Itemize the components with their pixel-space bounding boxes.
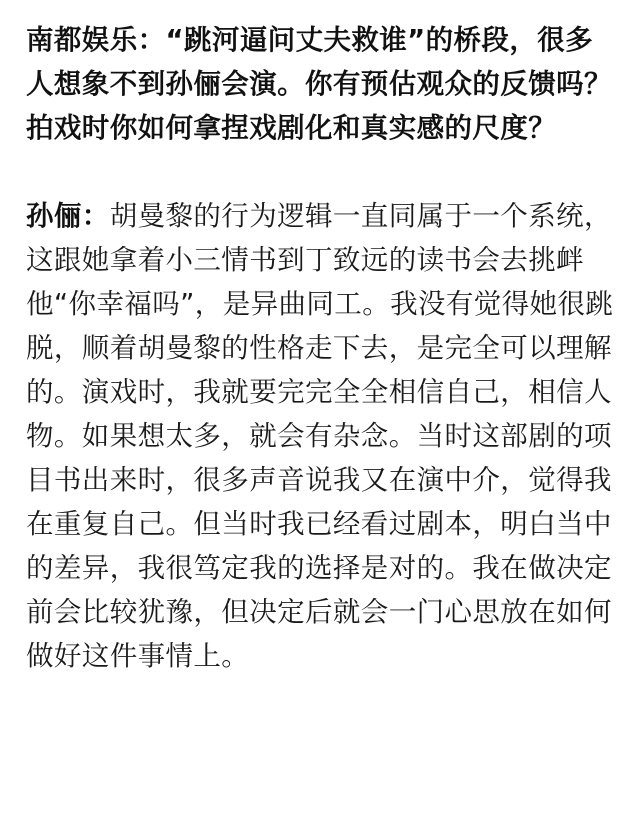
interview-answer [26,194,614,678]
interview-question [26,18,614,150]
answer-speaker: 孙俪： [26,200,110,232]
question-text: “跳河逼问丈夫救谁”的桥段，很多人想象不到孙俪会演。你有预估观众的反馈吗？拍戏时你如何拿捏戏剧化和真实感的尺度？ [26,24,612,144]
question-speaker: 南都娱乐： [26,24,166,56]
answer-text: 胡曼黎的行为逻辑一直同属于一个系统，这跟她拿着小三情书到丁致远的读书会去挑衅他“你幸福吗”，是异曲同工。我没有觉得她很跳脱，顺着胡曼黎的性格走下去，是完全可以理解的。演戏时，我就要完完全全相信自己，相信人物。如果想太多，就会有杂念。当时这部剧的项目书出来时，很多声音说我又在演中介，觉得我在重复自己。但当时我已经看过剧本，明白当中的差异，我很笃定我的选择是对的。我在做决定前会比较犹豫，但决定后就会一门心思放在如何做好这件事情上。 [26,200,614,672]
